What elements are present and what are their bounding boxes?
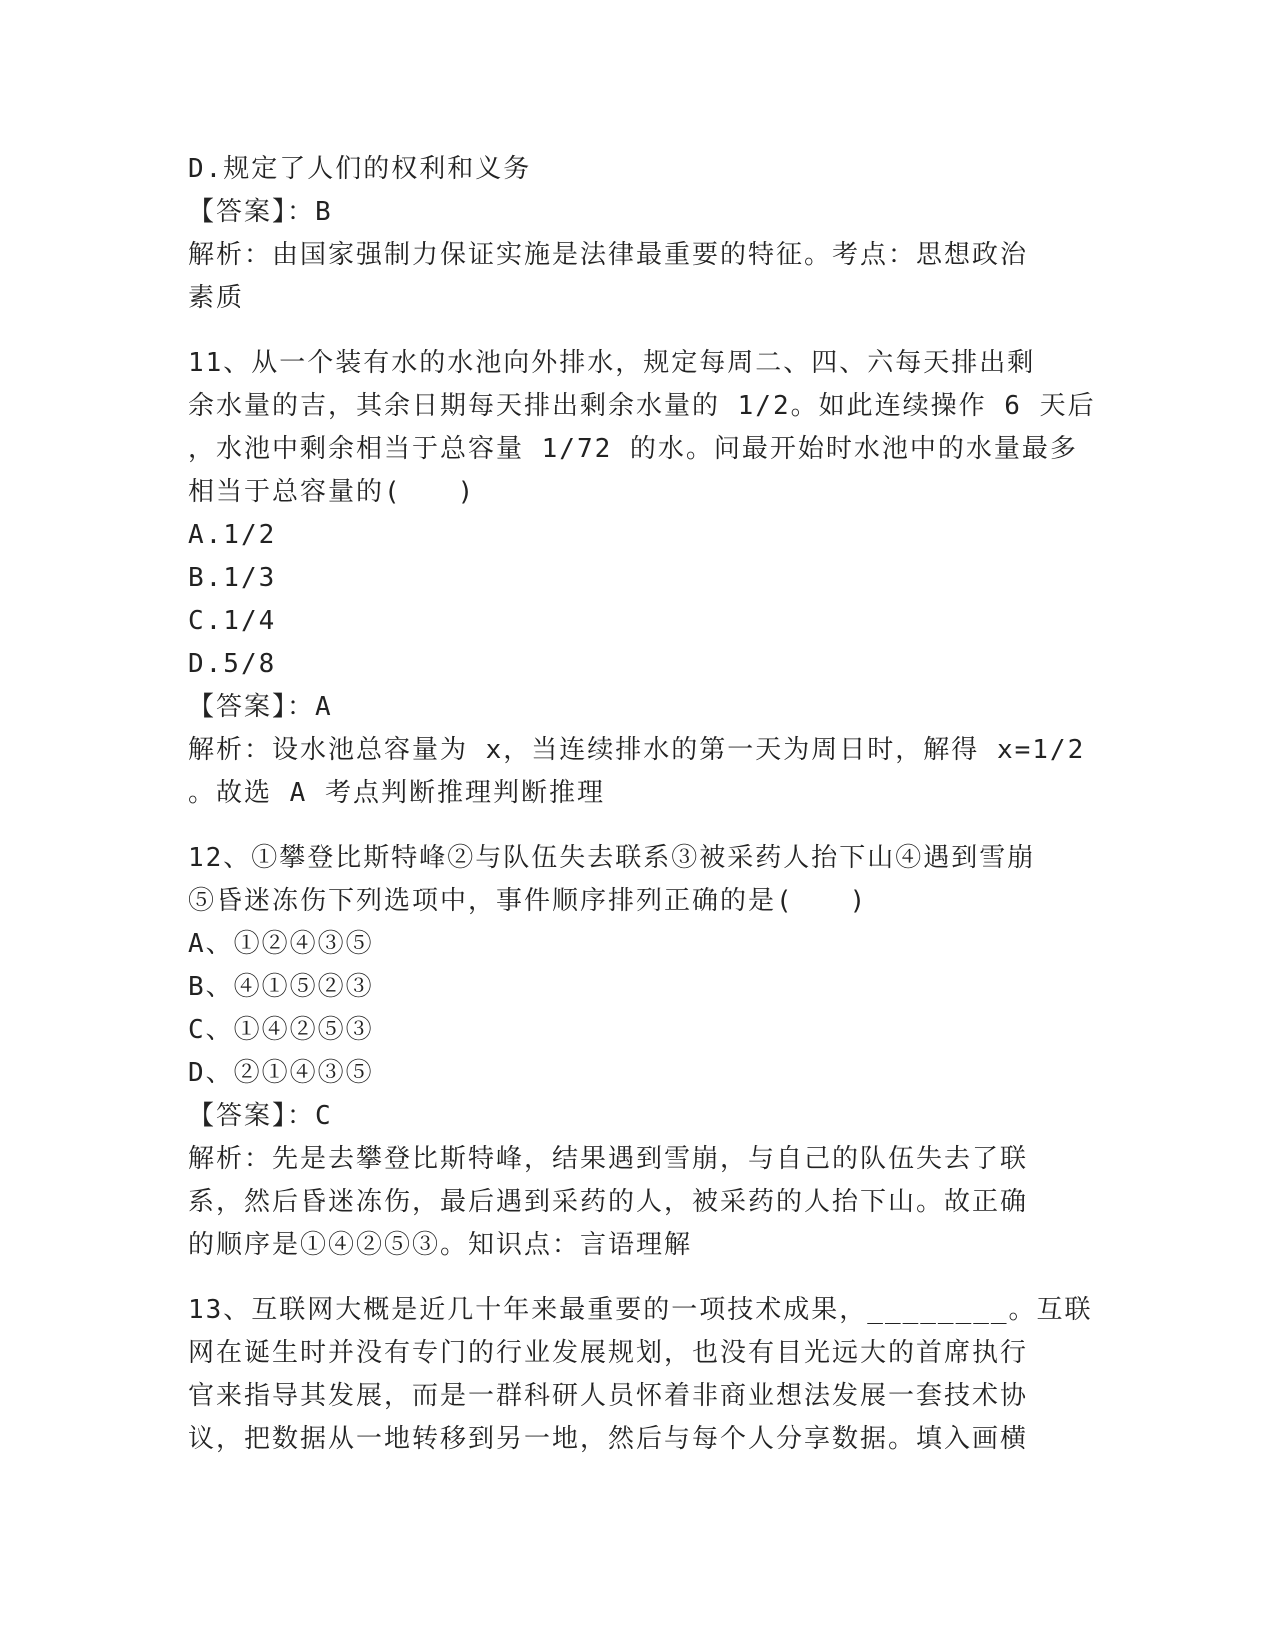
question-text: 13、互联网大概是近几十年来最重要的一项技术成果，________。互联	[188, 1295, 1093, 1325]
question-13	[188, 1289, 1093, 1461]
explanation-line: 。故选 A 考点判断推理判断推理	[188, 778, 605, 808]
explanation-line: 解析：设水池总容量为 x，当连续排水的第一天为周日时，解得 x=1/2	[188, 735, 1086, 765]
answer-label: 【答案】：B	[188, 197, 333, 227]
option-c: C、①④②⑤③	[188, 1015, 374, 1045]
explanation-line: 的顺序是①④②⑤③。知识点：言语理解	[188, 1230, 693, 1260]
answer-label: 【答案】：A	[188, 692, 333, 722]
option-d: D.规定了人们的权利和义务	[188, 154, 532, 184]
document-page	[188, 148, 1096, 1461]
question-spacer	[188, 1267, 1088, 1289]
question-text: ，水池中剩余相当于总容量 1/72 的水。问最开始时水池中的水量最多	[188, 434, 1078, 464]
question-spacer	[188, 815, 1088, 837]
option-b: B、④①⑤②③	[188, 972, 374, 1002]
explanation-line: 解析：先是去攀登比斯特峰，结果遇到雪崩，与自己的队伍失去了联	[188, 1144, 1029, 1174]
option-a: A.1/2	[188, 520, 277, 550]
question-12	[188, 837, 1088, 1267]
explanation-line: 素质	[188, 283, 245, 313]
question-text: 11、从一个装有水的水池向外排水，规定每周二、四、六每天排出剩	[188, 348, 1036, 378]
question-10-tail	[188, 148, 1088, 320]
question-spacer	[188, 320, 1088, 342]
answer-label: 【答案】：C	[188, 1101, 333, 1131]
question-text: 余水量的吉，其余日期每天排出剩余水量的 1/2。如此连续操作 6 天后	[188, 391, 1096, 421]
question-text: 网在诞生时并没有专门的行业发展规划，也没有目光远大的首席执行	[188, 1338, 1029, 1368]
question-text: 议，把数据从一地转移到另一地，然后与每个人分享数据。填入画横	[188, 1424, 1029, 1454]
option-d: D.5/8	[188, 649, 277, 679]
question-text: 官来指导其发展，而是一群科研人员怀着非商业想法发展一套技术协	[188, 1381, 1029, 1411]
option-b: B.1/3	[188, 563, 277, 593]
explanation-line: 系，然后昏迷冻伤，最后遇到采药的人，被采药的人抬下山。故正确	[188, 1187, 1029, 1217]
question-text: 相当于总容量的( )	[188, 477, 476, 507]
question-11	[188, 342, 1096, 815]
option-c: C.1/4	[188, 606, 277, 636]
explanation-line: 解析：由国家强制力保证实施是法律最重要的特征。考点：思想政治	[188, 240, 1029, 270]
option-d: D、②①④③⑤	[188, 1058, 374, 1088]
option-a: A、①②④③⑤	[188, 929, 374, 959]
question-text: ⑤昏迷冻伤下列选项中，事件顺序排列正确的是( )	[188, 886, 868, 916]
question-text: 12、①攀登比斯特峰②与队伍失去联系③被采药人抬下山④遇到雪崩	[188, 843, 1036, 873]
